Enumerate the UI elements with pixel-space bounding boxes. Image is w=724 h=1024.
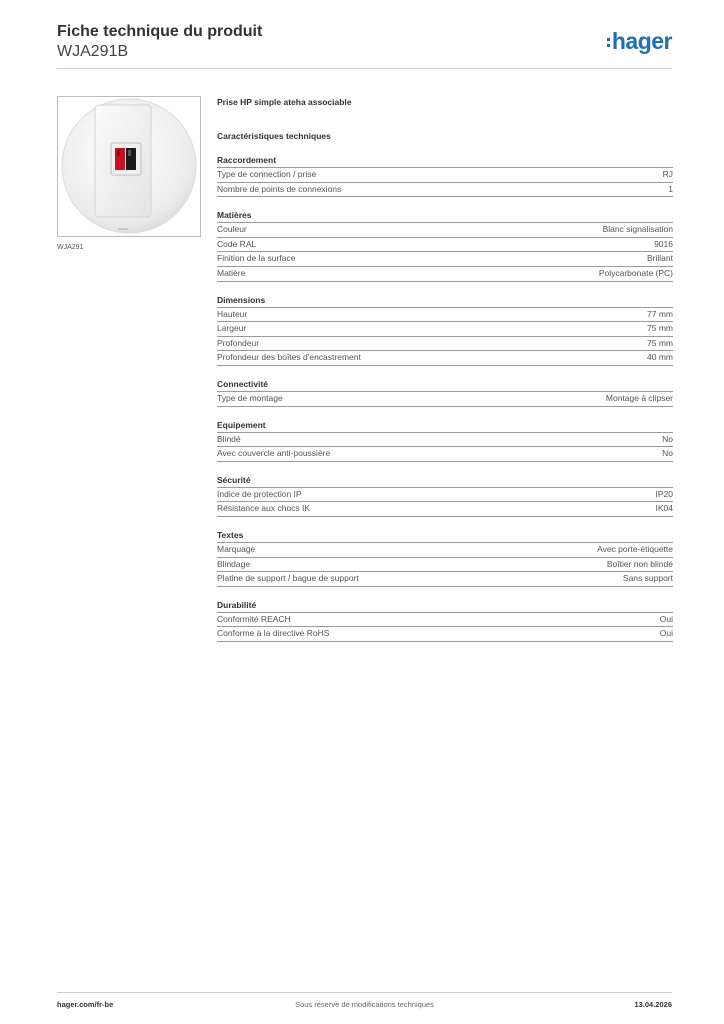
product-image xyxy=(57,96,201,237)
spec-section xyxy=(217,474,673,517)
spec-label: Conformité REACH xyxy=(217,613,291,624)
spec-row xyxy=(217,502,673,517)
spec-value: Blanc signalisation xyxy=(602,224,673,235)
page-footer xyxy=(57,992,672,1012)
spec-value: Boîtier non blindé xyxy=(606,558,673,569)
spec-row xyxy=(217,558,673,573)
spec-row xyxy=(217,392,673,407)
spec-value: IK04 xyxy=(655,503,673,514)
spec-section xyxy=(217,378,673,407)
spec-value: Polycarbonate (PC) xyxy=(598,267,673,278)
section-title: Dimensions xyxy=(217,294,673,308)
spec-row xyxy=(217,613,673,628)
section-title: Equipement xyxy=(217,419,673,433)
spec-row xyxy=(217,252,673,267)
spec-row xyxy=(217,488,673,503)
spec-value: Oui xyxy=(659,613,673,624)
footer-date: 13.04.2026 xyxy=(634,1000,672,1009)
spec-label: Conforme à la directive RoHS xyxy=(217,628,330,639)
spec-value: 75 mm xyxy=(647,323,673,334)
section-title: Connectivité xyxy=(217,378,673,392)
header-divider xyxy=(57,68,672,69)
spec-label: Avec couvercle anti-poussière xyxy=(217,448,331,459)
spec-row xyxy=(217,627,673,642)
spec-value: RJ xyxy=(662,169,673,179)
spec-row xyxy=(217,238,673,253)
logo-text: hager xyxy=(611,28,672,54)
spec-label: Profondeur des boîtes d'encastrement xyxy=(217,352,361,363)
spec-row xyxy=(217,572,673,587)
spec-value: Avec porte-étiquette xyxy=(597,543,673,554)
spec-label: Platine de support / bague de support xyxy=(217,573,359,584)
image-caption: WJA291 xyxy=(57,244,84,251)
footer-notice: Sous réserve de modifications techniques xyxy=(295,1000,434,1009)
spec-value: 1 xyxy=(668,183,673,194)
spec-label: Nombre de points de connexions xyxy=(217,183,342,194)
spec-sections xyxy=(217,154,673,642)
footer-website-link[interactable]: hager.com/fr-be xyxy=(57,1000,114,1009)
document-title: Fiche technique du produit xyxy=(57,23,263,40)
section-title: Sécurité xyxy=(217,474,673,488)
spec-section xyxy=(217,154,673,197)
product-name: Prise HP simple ateha associable xyxy=(217,97,352,107)
spec-label: Couleur xyxy=(217,224,247,235)
spec-label: Code RAL xyxy=(217,238,257,249)
spec-label: Finition de la surface xyxy=(217,253,296,264)
spec-value: Oui xyxy=(659,628,673,639)
spec-section xyxy=(217,599,673,642)
speaker-socket-illustration xyxy=(58,97,200,236)
spec-label: Type de connection / prise xyxy=(217,169,317,179)
spec-label: Blindé xyxy=(217,433,241,444)
spec-label: Résistance aux chocs IK xyxy=(217,503,311,514)
spec-row xyxy=(217,267,673,282)
section-title: Matières xyxy=(217,209,673,223)
spec-row xyxy=(217,543,673,558)
spec-row xyxy=(217,337,673,352)
spec-section xyxy=(217,209,673,281)
product-reference: WJA291B xyxy=(57,43,129,60)
spec-label: Matière xyxy=(217,267,246,278)
spec-row xyxy=(217,433,673,448)
spec-row xyxy=(217,322,673,337)
page-header xyxy=(57,22,672,62)
spec-value: No xyxy=(662,448,673,459)
section-title: Textes xyxy=(217,529,673,543)
spec-value: IP20 xyxy=(655,488,673,499)
spec-row xyxy=(217,168,673,183)
spec-label: Largeur xyxy=(217,323,247,334)
spec-row xyxy=(217,223,673,238)
spec-value: Brillant xyxy=(647,253,673,264)
spec-value: No xyxy=(662,433,673,444)
specifications xyxy=(217,96,673,642)
spec-row xyxy=(217,308,673,323)
spec-value: Montage à clipser xyxy=(605,392,673,403)
spec-label: Hauteur xyxy=(217,308,248,319)
spec-section xyxy=(217,419,673,462)
hager-logo[interactable] xyxy=(607,28,672,55)
spec-row xyxy=(217,183,673,198)
spec-section xyxy=(217,294,673,366)
spec-row xyxy=(217,447,673,462)
spec-label: Profondeur xyxy=(217,337,260,348)
spec-label: Marquage xyxy=(217,543,256,554)
spec-section xyxy=(217,529,673,587)
spec-value: 9016 xyxy=(654,238,673,249)
spec-value: Sans support xyxy=(622,573,673,584)
spec-label: Indice de protection IP xyxy=(217,488,302,499)
spec-value: 77 mm xyxy=(647,308,673,319)
spec-value: 40 mm xyxy=(647,352,673,363)
technical-characteristics-heading: Caractéristiques techniques xyxy=(217,131,331,141)
spec-label: Type de montage xyxy=(217,392,283,403)
spec-label: Blindage xyxy=(217,558,251,569)
section-title: Raccordement xyxy=(217,154,673,168)
spec-value: 75 mm xyxy=(647,337,673,348)
logo-dots-icon xyxy=(607,38,610,47)
spec-row xyxy=(217,351,673,366)
section-title: Durabilité xyxy=(217,599,673,613)
